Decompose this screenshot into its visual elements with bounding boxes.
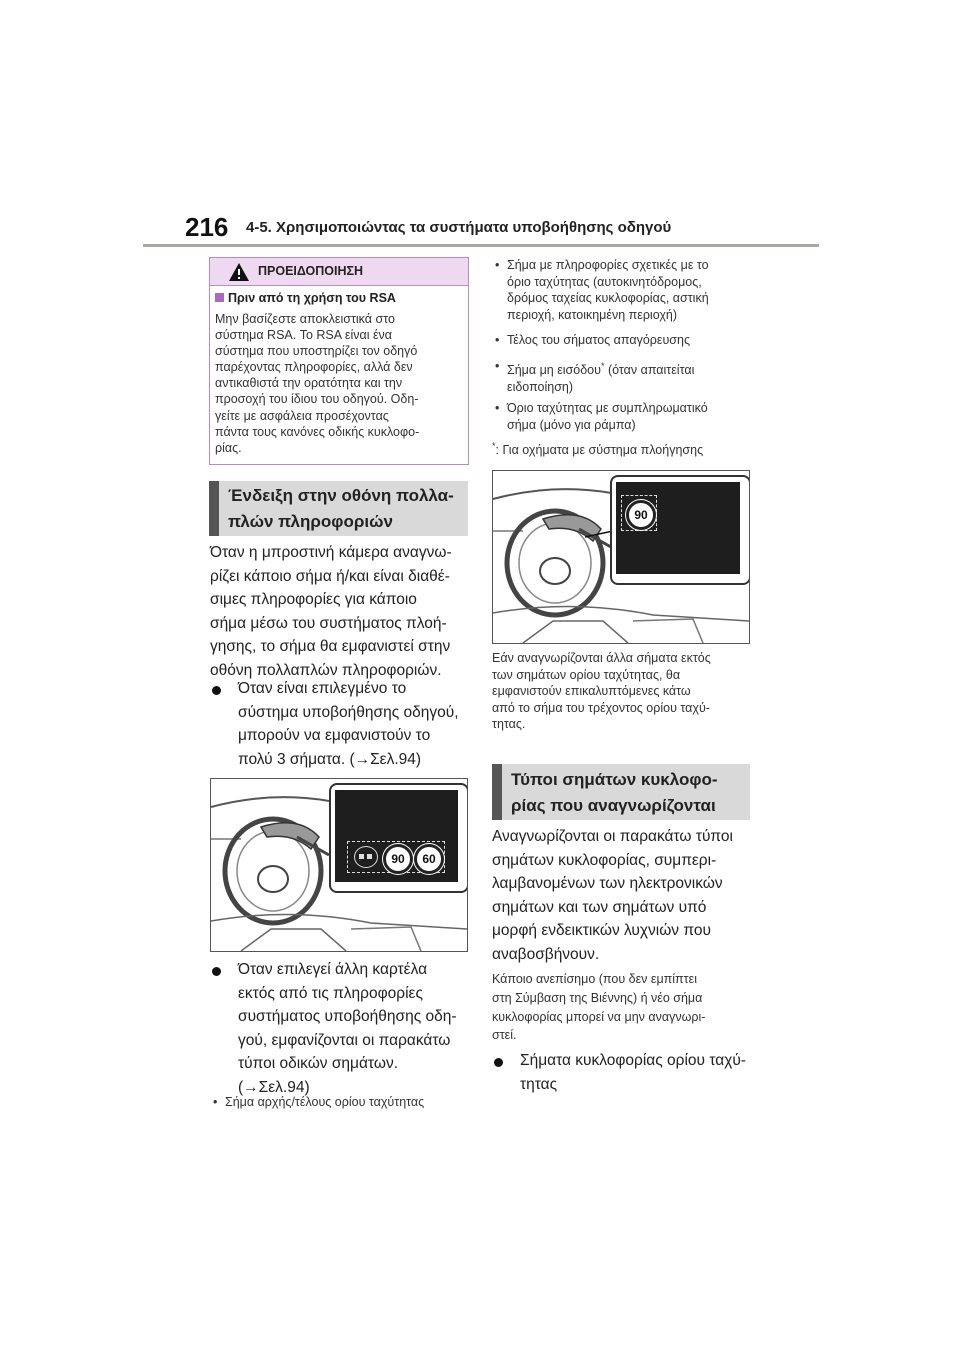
text-line: γού, εμφανίζονται οι παρακάτω	[238, 1031, 451, 1049]
text-line: Εάν αναγνωρίζονται άλλα σήματα εκτός	[492, 651, 711, 665]
text-line: δρόμος ταχείας κυκλοφορίας, αστική	[507, 291, 709, 305]
warning-box	[209, 257, 469, 465]
small-bullet-icon: •	[213, 1095, 218, 1109]
text-line: Όταν η μπροστινή κάμερα αναγνω-	[210, 544, 452, 561]
text-line: μορφή ενδεικτικών λυχνιών που	[492, 922, 711, 940]
text-line: (→Σελ.94)	[238, 1078, 310, 1096]
heading-text	[511, 767, 718, 819]
page-number: 216	[185, 212, 229, 242]
text-line: συστήματος υποβοήθησης οδη-	[238, 1008, 457, 1026]
square-bullet-icon	[215, 293, 224, 302]
header-rule	[143, 244, 819, 247]
text-line: ρίζει κάποιο σήμα ή/και είναι διαθέ-	[210, 567, 450, 585]
text-line: γησης, το σήμα θα εμφανιστεί στην	[210, 638, 451, 656]
bullet-item	[212, 958, 474, 1100]
small-bullet-item	[495, 358, 757, 392]
text-line: Αναγνωρίζονται οι παρακάτω τύποι	[492, 828, 733, 845]
text-line: Κάποιο ανεπίσημο (που δεν εμπίπτει	[492, 972, 697, 986]
text-line: στεί.	[492, 1028, 517, 1043]
no-overtaking-sign-icon	[354, 846, 378, 868]
text-line: από το σήμα του τρέχοντος ορίου ταχύ-	[492, 700, 710, 715]
small-bullet-icon: •	[495, 401, 500, 415]
bullet-text	[238, 677, 459, 771]
heading-line: πλών πληροφοριών	[228, 512, 393, 531]
text-line: Όταν επιλεγεί άλλη καρτέλα	[238, 961, 428, 978]
text-line: σήμα (μόνο για ράμπα)	[507, 417, 636, 432]
text-line: μπορούν να εμφανιστούν το	[238, 727, 431, 745]
intro-paragraph	[210, 541, 472, 683]
bullet-item	[212, 677, 474, 773]
small-bullet-icon: •	[495, 258, 500, 272]
text-line: περιοχή, κατοικημένη περιοχή)	[507, 307, 678, 322]
text-line: τητας.	[492, 717, 526, 731]
text-line: Σήματα κυκλοφορίας ορίου ταχύ-	[520, 1052, 746, 1069]
speed-value: 60	[422, 852, 436, 866]
small-bullet-text	[507, 400, 708, 433]
warning-subheading	[215, 291, 396, 305]
text-line: λαμβανομένων των ηλεκτρονικών	[492, 875, 723, 893]
text-span: Σήμα μη εισόδου	[507, 363, 601, 378]
asterisk: *	[600, 361, 605, 371]
heading-bar	[492, 764, 502, 820]
warning-line: σύστημα που υποστηρίζει τον οδηγό	[215, 344, 418, 359]
text-line: Όριο ταχύτητας με συμπληρωματικό	[507, 401, 708, 415]
intro-paragraph	[492, 825, 754, 967]
small-bullet-text	[507, 358, 694, 395]
speed-value: 90	[391, 852, 405, 866]
small-bullet-item	[495, 400, 757, 434]
section-heading-sign-types	[492, 764, 750, 820]
text-line: όριο ταχύτητας (αυτοκινητόδρομος,	[507, 274, 702, 289]
heading-line: Ένδειξη στην οθόνη πολλα-	[228, 486, 454, 505]
warning-line: πάντα τους κανόνες οδικής κυκλοφο-	[215, 424, 420, 439]
note-paragraph	[492, 970, 754, 1045]
warning-line: προσοχή του ίδιου του οδηγού. Οδη-	[215, 392, 419, 407]
text-line: στη Σύμβαση της Βιέννης) ή νέο σήμα	[492, 990, 703, 1005]
text-line: των σημάτων ορίου ταχύτητας, θα	[492, 667, 681, 682]
asterisk: *	[492, 441, 496, 451]
text-line: τητας	[520, 1075, 558, 1093]
small-bullet-text	[507, 257, 709, 323]
bullet-dot-icon	[494, 1058, 503, 1067]
small-bullet-icon: •	[495, 333, 500, 347]
text-line: αναβοσβήνουν.	[492, 945, 600, 963]
text-line: Όταν είναι επιλεγμένο το	[238, 680, 407, 697]
text-line: σύστημα υποβοήθησης οδηγού,	[238, 703, 459, 721]
heading-line: Τύποι σημάτων κυκλοφο-	[511, 770, 718, 789]
warning-header	[210, 258, 468, 286]
text-line: οθόνη πολλαπλών πληροφοριών.	[210, 661, 442, 679]
text-span: (όταν απαιτείται	[604, 363, 695, 378]
small-bullet-item	[495, 257, 757, 323]
section-heading-display	[209, 481, 468, 536]
warning-subheading-text: Πριν από τη χρήση του RSA	[228, 291, 396, 305]
heading-line: ρίας που αναγνωρίζονται	[511, 796, 716, 815]
heading-text	[228, 483, 454, 535]
dashboard-figure-one-sign	[492, 470, 750, 644]
bullet-dot-icon	[212, 686, 221, 695]
text-line: κυκλοφορίας μπορεί να μην αναγνωρι-	[492, 1009, 706, 1024]
text-line: τύποι οδικών σημάτων.	[238, 1055, 398, 1073]
bullet-dot-icon	[212, 967, 221, 976]
speed-sign-90	[626, 500, 656, 530]
small-bullet-text: Τέλος του σήματος απαγόρευσης	[507, 333, 690, 347]
heading-bar	[209, 481, 219, 536]
warning-triangle-icon	[228, 262, 250, 282]
bullet-text	[238, 958, 457, 1100]
bullet-item	[494, 1049, 756, 1099]
warning-line: Μην βασίζεστε αποκλειστικά στο	[215, 312, 395, 326]
warning-line: παρέχοντας πληροφορίες, αλλά δεν	[215, 360, 413, 375]
speed-sign-90	[383, 844, 413, 874]
text-line	[507, 358, 694, 379]
small-bullet-item	[495, 332, 757, 350]
text-line: πολύ 3 σήματα. (→Σελ.94)	[238, 750, 422, 768]
small-bullet-icon: •	[495, 359, 500, 373]
text-line: εκτός από τις πληροφορίες	[238, 984, 423, 1002]
warning-line: γείτε με ασφάλεια προσέχοντας	[215, 408, 389, 423]
text-line: σήμα μέσω του συστήματος πλοή-	[210, 614, 447, 632]
footnote-text: : Για οχήματα με σύστημα πλοήγησης	[495, 443, 704, 458]
text-line: σημάτων και των σημάτων υπό	[492, 898, 707, 916]
small-bullet-item	[213, 1094, 473, 1112]
warning-line: σύστημα RSA. Το RSA είναι ένα	[215, 328, 393, 343]
footnote	[492, 438, 758, 456]
text-line: εμφανιστούν επικαλυπτόμενες κάτω	[492, 684, 691, 698]
text-line: ειδοποίηση)	[507, 379, 574, 394]
speed-value: 90	[634, 508, 648, 522]
small-bullet-text: Σήμα αρχής/τέλους ορίου ταχύτητας	[225, 1095, 425, 1109]
text-line: σημάτων κυκλοφορίας, συμπερι-	[492, 851, 717, 869]
warning-line: αντικαθιστά την ορατότητα και την	[215, 376, 403, 391]
warning-title: ΠΡΟΕΙΔΟΠΟΙΗΣΗ	[258, 264, 364, 278]
warning-body	[215, 311, 465, 456]
section-title: 4-5. Χρησιμοποιώντας τα συστήματα υποβοήθησης οδηγού	[246, 219, 672, 236]
dashboard-figure-three-signs	[210, 778, 468, 952]
figure-caption	[492, 650, 754, 733]
bullet-text	[520, 1049, 746, 1096]
speed-sign-60	[414, 844, 444, 874]
warning-line: ρίας.	[215, 440, 242, 455]
text-line: σιμες πληροφορίες για κάποιο	[210, 591, 417, 609]
text-line: Σήμα με πληροφορίες σχετικές με το	[507, 258, 709, 272]
